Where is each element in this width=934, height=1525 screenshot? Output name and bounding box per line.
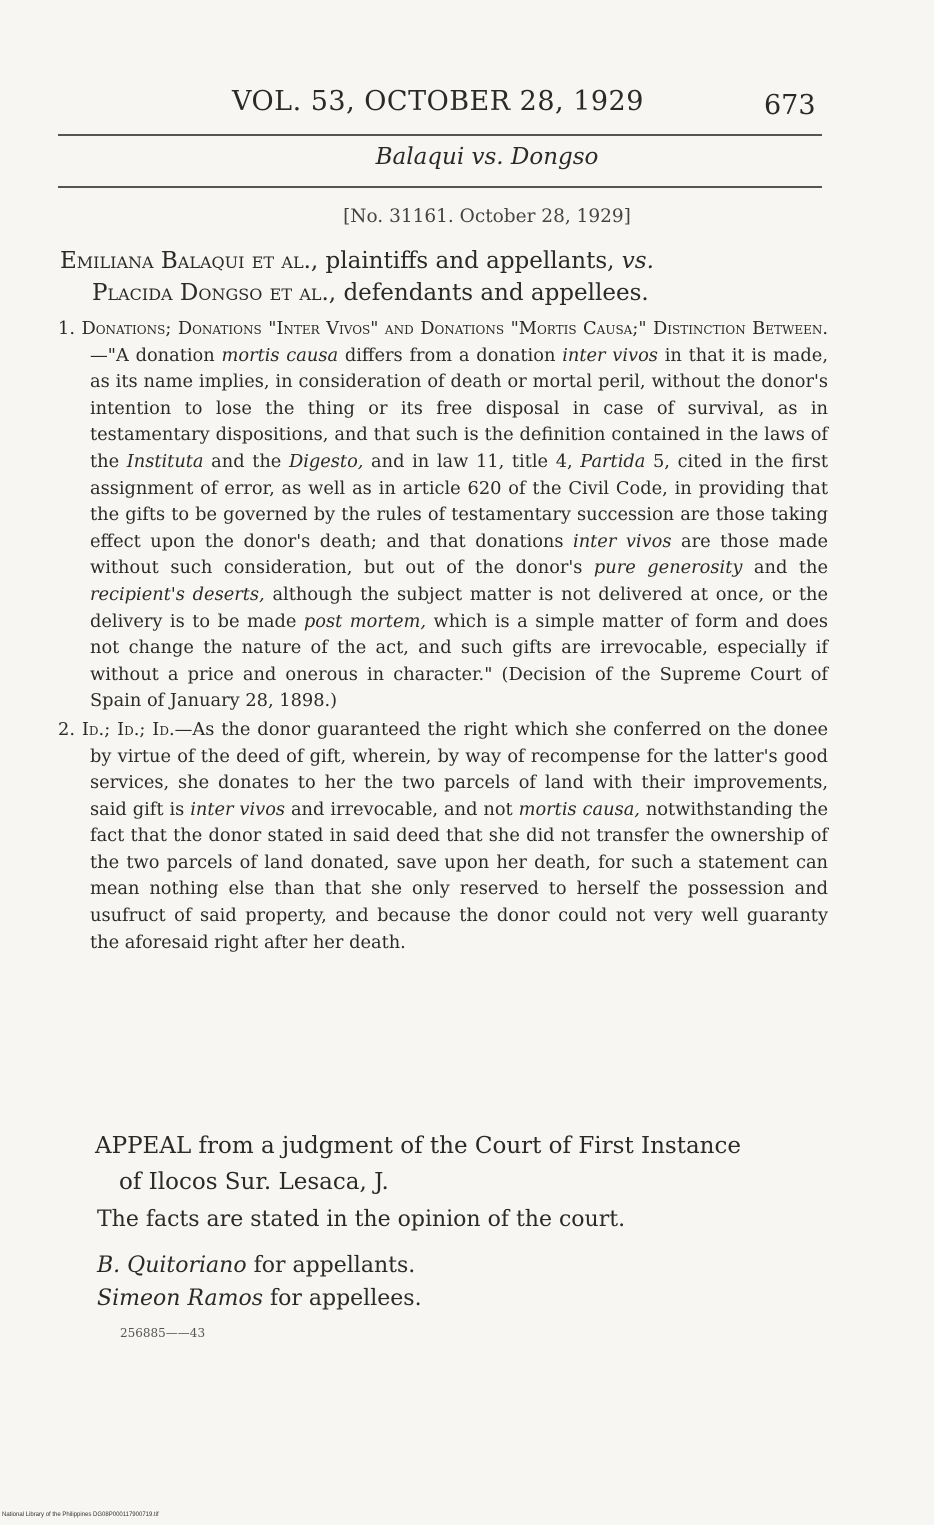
item-text: and the: [742, 557, 828, 579]
defendant-first-name: Placida: [92, 280, 173, 306]
item-italic: Digesto,: [288, 450, 364, 472]
item-italic: mortis causa,: [518, 798, 640, 820]
item-italic: inter vivos: [573, 530, 672, 552]
item-text: —"A donation: [90, 344, 222, 366]
syllabus: [58, 316, 828, 956]
header-rule-top: [58, 134, 822, 136]
volume-header: VOL. 53, OCTOBER 28, 1929: [232, 86, 644, 117]
item-heading: Donations; Donations "Inter Vivos" and Donations "Mortis Causa;" Distinction Between.: [81, 318, 829, 339]
item-text: 5, cited in the first assignment of error, as well as in article 620 of the Civil Code, in providing that the gifts to be governed by the rules of testamentary succession are those taking effect upon the donor's death; and that donations: [90, 450, 829, 552]
item-text: although the subject matter is not delivered at once, or the delivery is to be made: [90, 583, 829, 632]
item-text: in that it is made, as its name implies, in consideration of death or mortal peril, without the donor's intention to lose the thing or its free disposal in case of survival, as in testamentary dispositions, and that such is the definition contained in the laws of the: [90, 344, 828, 472]
item-italic: mortis causa: [221, 344, 339, 366]
item-italic: Instituta: [126, 450, 204, 472]
item-italic: recipient's deserts,: [90, 583, 265, 605]
case-parties: [60, 245, 830, 309]
counsel-name: B. Quitoriano: [97, 1253, 247, 1278]
item-text: are those made without such consideration, but out of the donor's: [90, 530, 828, 579]
counsel-name: Simeon Ramos: [97, 1286, 263, 1311]
defendants-line: [60, 277, 830, 309]
appeal-line-1: APPEAL from a judgment of the Court of First Instance: [95, 1133, 741, 1159]
defendant-name: Dongso et al.,: [179, 280, 337, 306]
item-number: 2.: [58, 718, 75, 740]
running-title: Balaqui vs. Dongso: [375, 144, 599, 170]
item-text: which is a simple matter of form and does not change the nature of the act, and such gifts are irrevocable, especially if without a price and onerous in character." (Decision of the Supreme Court of Spain of January 28, 1898.): [90, 610, 828, 712]
item-text: —As the donor guaranteed the right which she conferred on the donee by virtue of the deed of gift, wherein, by way of recompense for the latter's good services, she donates to her the two parcels of land with their improvements, said gift is: [90, 718, 828, 820]
syllabus-item-2: [58, 717, 828, 956]
counsel-appellees: [97, 1286, 422, 1311]
item-text: notwithstanding the fact that the donor stated in said deed that she did not transfer the ownership of the two parcels of land donated, save upon her death, for such a statement can mean nothing else than that she only reserved to herself the possession and usufruct of said property, and because the donor could not very well guaranty the aforesaid right after her death.: [90, 798, 828, 953]
item-heading: Id.; Id.; Id.: [81, 718, 175, 740]
item-italic: Partida: [580, 450, 646, 472]
page-number: 673: [764, 90, 816, 121]
plaintiff-first-name: Emiliana: [60, 248, 154, 274]
item-text: and irrevocable, and not: [285, 798, 519, 820]
scan-attribution: National Library of the Philippines DG08P000117900719.tif: [2, 1512, 159, 1518]
plaintiff-name: Balaqui et al.,: [160, 248, 319, 274]
defendant-role: defendants and appellees.: [343, 280, 649, 306]
item-text: and in law 11, title 4,: [363, 450, 581, 472]
plaintiffs-line: [60, 245, 830, 277]
counsel-role: for appellants.: [246, 1253, 416, 1278]
item-number: 1.: [58, 318, 75, 339]
counsel-appellants: [97, 1253, 415, 1278]
item-text: and the: [203, 450, 289, 472]
counsel-role: for appellees.: [262, 1286, 422, 1311]
print-code: 256885——43: [120, 1326, 206, 1340]
appeal-paragraph: [95, 1128, 835, 1200]
item-italic: pure generosity: [593, 557, 743, 579]
item-italic: inter vivos: [190, 798, 286, 820]
plaintiff-role: plaintiffs and appellants,: [325, 248, 615, 274]
appeal-line-2: of Ilocos Sur. Lesaca, J.: [119, 1169, 389, 1195]
header-rule-bottom: [58, 186, 822, 188]
item-italic: post mortem,: [303, 610, 427, 632]
versus: vs.: [621, 248, 654, 274]
item-text: differs from a donation: [338, 344, 563, 366]
case-number: [No. 31161. October 28, 1929]: [343, 206, 631, 227]
item-italic: inter vivos: [562, 344, 658, 366]
syllabus-item-1: [58, 316, 828, 715]
facts-statement: The facts are stated in the opinion of the court.: [97, 1207, 626, 1232]
